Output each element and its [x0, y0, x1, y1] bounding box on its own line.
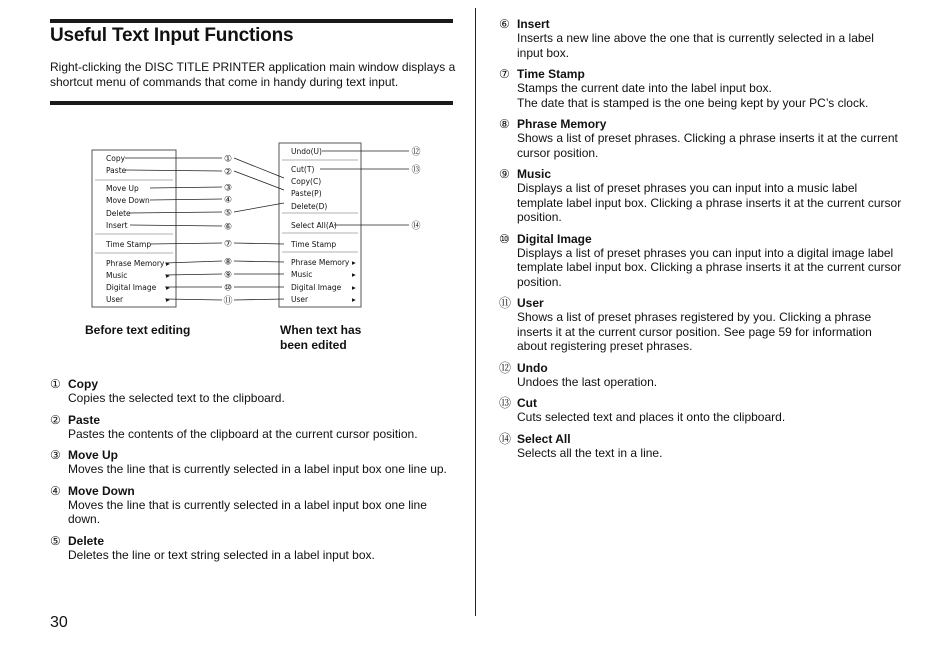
item-description: Displays a list of preset phrases you can input into a digital image label template label input box. Clicking a phrase inserts it at the current cursor position. [517, 245, 902, 289]
callout-number-7: ⑦ [223, 239, 233, 250]
callout-number-1: ① [223, 154, 233, 165]
callout-number-10: ⑩ [223, 283, 233, 294]
top-rule [50, 19, 453, 23]
item-number: ⑦ [499, 67, 510, 81]
after-menu-item-cut-t: Cut(T) [291, 165, 315, 174]
item-name: Phrase Memory [517, 117, 607, 131]
callout-number-14: ⑭ [411, 221, 421, 232]
function-item-move-up [50, 448, 460, 477]
after-menu-item-select-all-a: Select All(A) [291, 221, 337, 230]
callout-number-9: ⑨ [223, 270, 233, 281]
leader-line [234, 243, 284, 244]
item-name: Copy [68, 377, 98, 391]
function-item-move-down [50, 484, 460, 527]
item-name: Cut [517, 396, 537, 410]
function-item-delete [50, 534, 460, 563]
item-name: Digital Image [517, 231, 592, 246]
after-menu-item-delete-d: Delete(D) [291, 202, 328, 211]
after-menu-item-music: Music [291, 270, 313, 279]
callout-number-12: ⑫ [411, 147, 421, 158]
leader-line [234, 261, 284, 262]
submenu-arrow-icon: ▸ [352, 283, 356, 292]
before-menu-item-move-up: Move Up [106, 184, 139, 193]
column-divider [475, 8, 476, 616]
item-number: ⑩ [499, 231, 510, 246]
item-description: Moves the line that is currently selected in a label input box one line up. [68, 462, 447, 476]
callout-number-3: ③ [223, 183, 233, 194]
function-item-select-all [499, 432, 903, 461]
after-menu-item-digital-image: Digital Image [291, 283, 342, 292]
page-title: Useful Text Input Functions [50, 25, 294, 46]
item-name: Undo [517, 360, 548, 375]
item-description: Deletes the line or text string selected in a label input box. [68, 547, 375, 562]
function-item-cut [499, 396, 903, 425]
item-name: Move Up [68, 448, 119, 462]
item-description: Stamps the current date into the label input box. The date that is stamped is the one being kept by your PC’s clock. [517, 81, 869, 110]
item-description: Inserts a new line above the one that is currently selected in a label input box. [517, 31, 874, 60]
context-menu-diagram [50, 138, 460, 308]
callout-number-11: ⑪ [223, 296, 233, 307]
submenu-arrow-icon: ▸ [166, 271, 170, 280]
after-menu-item-user: User [291, 295, 309, 304]
left-function-list [50, 377, 460, 569]
section-rule [50, 101, 453, 105]
before-menu-item-music: Music [106, 271, 128, 280]
item-number: ⑫ [499, 360, 512, 375]
leader-line [234, 299, 284, 300]
function-item-time-stamp [499, 67, 903, 110]
item-description: Selects all the text in a line. [517, 445, 663, 460]
function-item-copy [50, 377, 460, 406]
function-item-undo [499, 361, 903, 390]
caption-after-editing: When text has been edited [280, 323, 362, 352]
submenu-arrow-icon: ▸ [166, 283, 170, 292]
item-description: Shows a list of preset phrases registered by you. Clicking a phrase inserts it at the current cursor position. See page 59 for information about registering preset phrases. [517, 310, 872, 353]
leader-line [234, 171, 284, 190]
item-description: Copies the selected text to the clipboard. [68, 391, 285, 405]
item-number: ⑨ [499, 167, 510, 181]
after-menu-item-copy-c: Copy(C) [291, 177, 322, 186]
leader-line [234, 203, 284, 212]
item-number: ⑧ [499, 117, 510, 131]
function-item-insert [499, 17, 903, 60]
item-number: ⑪ [499, 296, 512, 310]
function-item-phrase-memory [499, 117, 903, 160]
callout-number-4: ④ [223, 195, 233, 206]
callout-number-8: ⑧ [223, 257, 233, 268]
item-number: ① [50, 377, 61, 391]
submenu-arrow-icon: ▸ [352, 270, 356, 279]
item-name: Music [517, 167, 552, 181]
before-menu-item-paste: Paste [106, 166, 127, 175]
item-name: Insert [517, 17, 550, 31]
leader-line [234, 158, 284, 178]
function-item-paste [50, 413, 460, 442]
after-menu-item-time-stamp: Time Stamp [291, 240, 337, 249]
submenu-arrow-icon: ▸ [166, 295, 170, 304]
item-description: Pastes the contents of the clipboard at the current cursor position. [68, 426, 418, 441]
callout-number-5: ⑤ [223, 208, 233, 219]
item-description: Displays a list of preset phrases you can input into a music label template label input box. Clicking a phrase inserts it at the current cursor position. [517, 181, 902, 224]
callout-number-6: ⑥ [223, 222, 233, 233]
before-menu-item-insert: Insert [106, 221, 128, 230]
intro-paragraph: Right-clicking the DISC TITLE PRINTER application main window displays a shortcut menu of commands that come in handy during text input. [50, 60, 456, 89]
submenu-arrow-icon: ▸ [352, 295, 356, 304]
before-menu-item-delete: Delete [106, 209, 131, 218]
item-description: Undoes the last operation. [517, 374, 658, 389]
callout-number-13: ⑬ [411, 165, 421, 176]
item-name: User [517, 296, 544, 310]
item-name: Delete [68, 533, 105, 548]
before-menu-item-move-down: Move Down [106, 196, 150, 205]
item-description: Moves the line that is currently selected in a label input box one line down. [68, 497, 427, 526]
item-description: Cuts selected text and places it onto the clipboard. [517, 410, 786, 424]
right-function-list [499, 17, 903, 467]
submenu-arrow-icon: ▸ [166, 259, 170, 268]
function-item-user [499, 296, 903, 354]
page-number: 30 [50, 614, 68, 631]
item-number: ⑤ [50, 533, 61, 548]
item-name: Move Down [68, 483, 135, 498]
item-number: ② [50, 412, 61, 427]
function-item-music [499, 167, 903, 225]
item-number: ⑬ [499, 396, 512, 410]
after-menu-item-undo-u: Undo(U) [291, 147, 322, 156]
before-menu-item-time-stamp: Time Stamp [106, 240, 152, 249]
item-number: ⑭ [499, 431, 512, 446]
before-menu-item-user: User [106, 295, 124, 304]
item-number: ④ [50, 483, 61, 498]
submenu-arrow-icon: ▸ [352, 258, 356, 267]
item-name: Select All [517, 431, 571, 446]
before-menu-item-digital-image: Digital Image [106, 283, 157, 292]
before-menu-item-copy: Copy [106, 154, 126, 163]
item-name: Paste [68, 412, 101, 427]
function-item-digital-image [499, 232, 903, 290]
after-menu-item-paste-p: Paste(P) [291, 189, 322, 198]
before-menu-item-phrase-memory: Phrase Memory [106, 259, 165, 268]
callout-number-2: ② [223, 167, 233, 178]
item-number: ⑥ [499, 17, 510, 31]
item-name: Time Stamp [517, 67, 585, 81]
after-menu-item-phrase-memory: Phrase Memory [291, 258, 350, 267]
item-number: ③ [50, 448, 61, 462]
item-description: Shows a list of preset phrases. Clicking a phrase inserts it at the current cursor position. [517, 131, 898, 160]
caption-before-editing: Before text editing [85, 323, 191, 337]
